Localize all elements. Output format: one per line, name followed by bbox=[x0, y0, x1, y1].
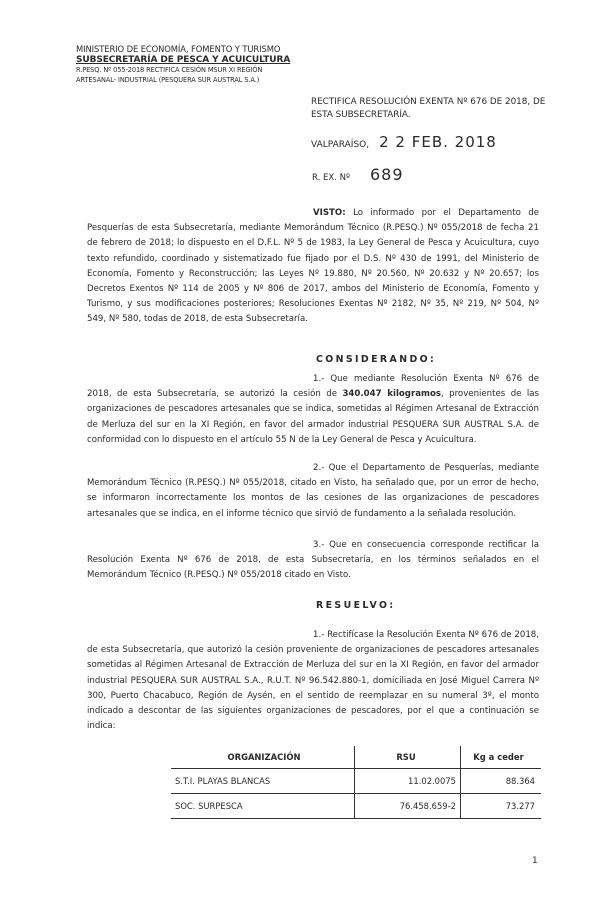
resolution-number-line bbox=[312, 165, 404, 184]
table-row bbox=[171, 794, 541, 819]
date-label: VALPARAÍSO, bbox=[311, 140, 370, 150]
visto-label: VISTO: bbox=[313, 208, 346, 218]
considerando-paragraph-1 bbox=[87, 372, 539, 448]
resuelvo-heading: RESUELVO: bbox=[316, 600, 396, 611]
row-rsu: 76.458.659-2 bbox=[355, 794, 461, 819]
resuelvo-paragraph-1 bbox=[87, 628, 539, 734]
header-kg: Kg a ceder bbox=[461, 746, 542, 769]
resuelvo-1-text: 1.- Rectifícase la Resolución Exenta Nº 676 de 2018, de esta Subsecretaría, que autorizó la cesión proveniente de organizaciones de pescadores artesanales sometidas al Régimen Artesanal de Extracción de Merluza del sur en la XI Región, en favor del armador industrial PESQUERA SUR AUSTRAL S.A., R.U.T. Nº 96.542.880-1, domiciliada en José Miguel Carrera Nº 300, Puerto Chacabuco, Región de Aysén, en el sentido de reemplazar en su numeral 3º, el monto indicado a descontar de las siguientes organizaciones de pescadores, por el que a continuación se indica: bbox=[87, 630, 539, 732]
visto-paragraph bbox=[87, 206, 539, 328]
resolution-number-label: R. EX. Nº bbox=[312, 173, 350, 183]
row-organization: S.T.I. PLAYAS BLANCAS bbox=[171, 769, 355, 794]
row-kg: 73.277 bbox=[461, 794, 542, 819]
page-number: 1 bbox=[532, 856, 538, 866]
date-stamp: 2 2 FEB. 2018 bbox=[379, 133, 497, 151]
resolution-title-line-2: ESTA SUBSECRETARÍA. bbox=[311, 110, 411, 120]
header-organizacion: ORGANIZACIÓN bbox=[171, 746, 355, 769]
considerando-3-text: 3.- Que en consecuencia corresponde rectificar la Resolución Exenta Nº 676 de 2018, de esta Subsecretaría, en los términos señalados en el Memorándum Técnico (R.PESQ.) Nº 055/2018 citado en Visto. bbox=[87, 540, 539, 581]
ministry-name: MINISTERIO DE ECONOMÍA, FOMENTO Y TURISMO bbox=[76, 44, 281, 54]
resolution-title bbox=[311, 96, 561, 122]
visto-text: Lo informado por el Departamento de Pesquerías de esta Subsecretaría, mediante Memorándum Técnico (R.PESQ.) Nº 055/2018 de fecha 21 de febrero de 2018; lo dispuesto en el D.F.L. Nº 5 de 1983, la Ley General de Pesca y Acuicultura, cuyo texto refundido, coordinado y sistematizado fue fijado por el D.S. Nº 430 de 1991, del Ministerio de Economía, Fomento y Reconstrucción; las Leyes Nº 19.880, Nº 20.560, Nº 20.632 y Nº 20.657; los Decretos Exentos Nº 114 de 2005 y Nº 806 de 2017, ambos del Ministerio de Economía, Fomento y Turismo, y sus modificaciones posteriores; Resoluciones Exentas Nº 2182, Nº 35, Nº 219, Nº 504, Nº 549, Nº 580, todas de 2018, de esta Subsecretaría. bbox=[87, 208, 540, 325]
considerando-heading: CONSIDERANDO: bbox=[316, 354, 437, 365]
considerando-1-amount: 340.047 kilogramos bbox=[342, 389, 441, 400]
row-kg: 88.364 bbox=[461, 769, 542, 794]
reference-line-2: ARTESANAL- INDUSTRIAL (PESQUERA SUR AUSTRAL S.A.) bbox=[76, 75, 260, 84]
considerando-1-end: , provenientes de las organizaciones de pescadores artesanales que se indica, sometidas al Régimen Artesanal de Extracción de Merluza del sur en la XI Región, en favor del armador industrial PESQUERA SUR AUSTRAL S.A. de conformidad con lo dispuesto en el artículo 55 N de la Ley General de Pesca y Acuicultura. bbox=[87, 389, 540, 445]
considerando-paragraph-2 bbox=[87, 461, 539, 522]
table-row bbox=[171, 769, 541, 794]
resolution-number: 689 bbox=[369, 165, 404, 184]
organizations-table bbox=[171, 746, 541, 819]
considerando-2-text: 2.- Que el Departamento de Pesquerías, mediante Memorándum Técnico (R.PESQ.) Nº 055/2018, citado en Visto, ha señalado que, por un error de hecho, se informaron incorrectamente los montos de las cesiones de las organizaciones de pescadores artesanales que se indica, en el informe técnico que sirvió de fundamento a la señalada resolución. bbox=[87, 463, 539, 519]
row-rsu: 11.02.0075 bbox=[355, 769, 461, 794]
subsecretaria-name: SUBSECRETARÍA DE PESCA Y ACUICULTURA bbox=[76, 55, 291, 65]
table-header-row bbox=[171, 746, 541, 769]
considerando-paragraph-3 bbox=[87, 538, 539, 584]
date-line bbox=[311, 133, 497, 151]
row-organization: SOC. SURPESCA bbox=[171, 794, 355, 819]
considerando-1-start: 1.- Que mediante Resolución Exenta Nº 676 de 2018, de esta Subsecretaría, se autorizó la cesión de bbox=[87, 374, 539, 400]
letterhead bbox=[76, 44, 376, 85]
reference-line-1: R.PESQ. Nº 055-2018 RECTIFICA CESIÓN MSUR XI REGIÓN bbox=[76, 66, 263, 74]
resolution-title-line-1: RECTIFICA RESOLUCIÓN EXENTA Nº 676 DE 2018, DE bbox=[311, 97, 546, 107]
header-rsu: RSU bbox=[355, 746, 461, 769]
